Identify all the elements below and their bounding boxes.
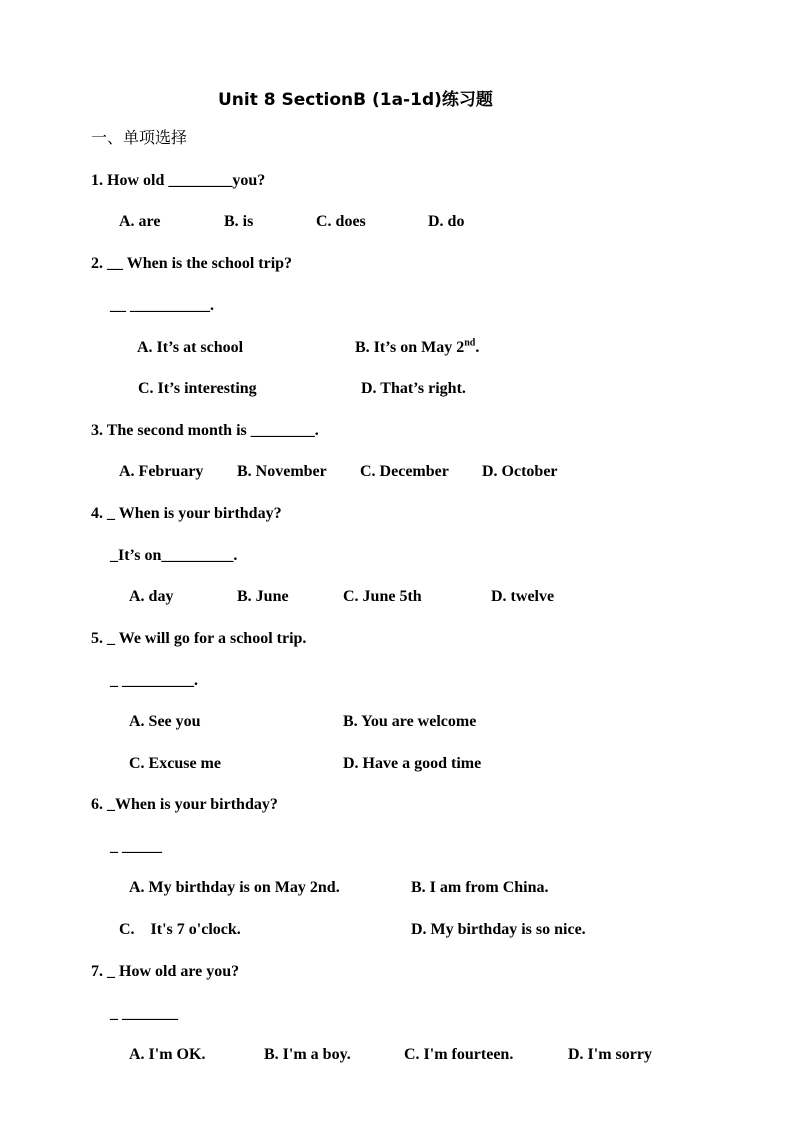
question-3-option-c: C. December (360, 463, 449, 480)
question-3-option-d: D. October (482, 463, 558, 480)
question-5-option-a: A. See you (129, 713, 201, 730)
question-2-option-b-end: . (475, 339, 480, 356)
question-5-option-c: C. Excuse me (129, 755, 221, 772)
section-heading: 一、单项选择 (91, 128, 188, 147)
question-3-option-b: B. November (237, 463, 327, 480)
question-6-answer-line: _ _____ (110, 838, 162, 855)
question-6-option-d: D. My birthday is so nice. (411, 921, 586, 938)
question-4-option-d: D. twelve (491, 588, 555, 605)
question-7-option-c: C. I'm fourteen. (404, 1046, 514, 1063)
question-2-option-c: C. It’s interesting (138, 380, 257, 397)
question-3-option-a: A. February (119, 463, 204, 480)
question-7-option-d: D. I'm sorry (568, 1046, 652, 1063)
question-2-answer-line: __ __________. (110, 297, 214, 314)
question-2-option-d: D. That’s right. (361, 380, 466, 397)
question-7-option-b: B. I'm a boy. (264, 1046, 351, 1063)
question-4-stem: 4. _ When is your birthday? (91, 505, 282, 522)
question-6-stem: 6. _When is your birthday? (91, 796, 278, 813)
question-1-option-d: D. do (428, 213, 465, 230)
question-7-option-a: A. I'm OK. (129, 1046, 206, 1063)
question-5-option-b: B. You are welcome (343, 713, 477, 730)
question-1-option-a: A. are (119, 213, 161, 230)
question-4-option-c: C. June 5th (343, 588, 422, 605)
question-2-option-b (355, 338, 479, 358)
question-2-option-a: A. It’s at school (137, 339, 244, 356)
question-1-option-c: C. does (316, 213, 366, 230)
question-2-option-b-superscript: nd (464, 337, 476, 349)
question-4-answer-line: _It’s on_________. (110, 547, 238, 564)
question-2-stem: 2. __ When is the school trip? (91, 255, 293, 272)
question-4-option-b: B. June (237, 588, 289, 605)
question-7-answer-line: _ _______ (110, 1005, 178, 1022)
question-6-option-b: B. I am from China. (411, 879, 549, 896)
question-6-option-a: A. My birthday is on May 2nd. (129, 879, 340, 896)
page-title: Unit 8 SectionB (1a-1d)练习题 (218, 90, 493, 110)
question-5-stem: 5. _ We will go for a school trip. (91, 630, 307, 647)
question-4-option-a: A. day (129, 588, 174, 605)
question-5-answer-line: _ _________. (110, 672, 198, 689)
question-6-option-c: C. It's 7 o'clock. (119, 921, 241, 938)
question-1-option-b: B. is (224, 213, 254, 230)
question-2-option-b-text: B. It’s on May 2 (355, 339, 465, 356)
question-5-option-d: D. Have a good time (343, 755, 482, 772)
question-7-stem: 7. _ How old are you? (91, 963, 240, 980)
question-3-stem: 3. The second month is ________. (91, 422, 319, 439)
question-1-stem: 1. How old ________you? (91, 172, 266, 189)
